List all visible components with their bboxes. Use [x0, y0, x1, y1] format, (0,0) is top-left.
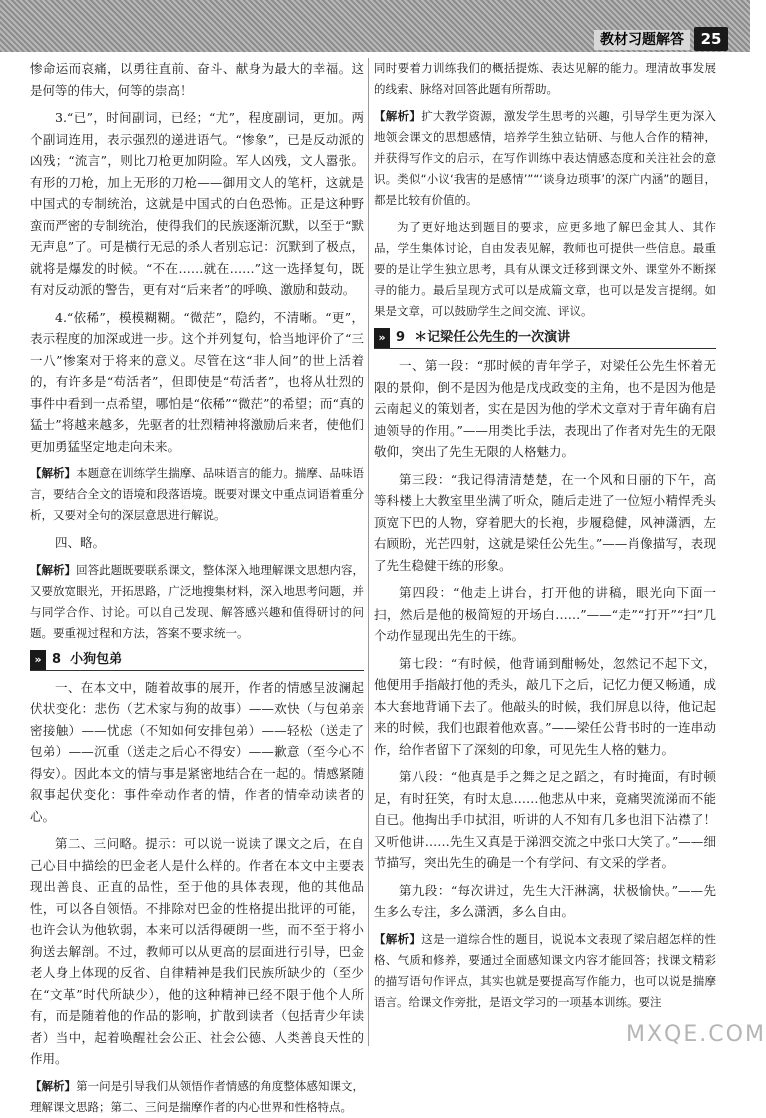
paragraph: 4.“依稀”，模模糊糊。“微茫”，隐约，不清晰。“更”，表示程度的加深或进一步。这个并列复句，恰当地评价了“三一八”惨案对于将来的意义。尽管在这“非人间”的世上活着的，有许多是“苟活者”，但即使是“苟活者”，也将从壮烈的事件中看到一点希望，哪怕是“依稀”“微茫”的希望；而“真的猛士”将越来越多，先驱者的壮烈精神将激励后来者，使他们更加勇猛坚定地走向未来。: [30, 309, 364, 454]
paragraph: 第二、三问略。提示：可以说一说读了课文之后，在自己心目中描绘的巴金老人是什么样的。作者在本文中主要表现出善良、正直的品性，至于他的具体表现，他的其他品性，可以各自领悟。不排除对巴金的性格提出批评的可能，也许会认为他软弱，本来可以活得硬朗一些，而不至于将小狗送去解剖。不过，教师可以从更高的层面进行引导，巴金老人身上体现的反省、自律精神是我们民族所缺少的（至少在“文革”时代所缺少），他的这种精神已经不限于他个人所有，而是随着他的作品的影响，扩散到读者（包括青少年读者）当中，起着唤醒社会公正、社会公德、人类善良天性的作用。: [30, 836, 364, 1066]
analysis-block: [374, 106, 716, 211]
paragraph: 四、略。: [55, 535, 106, 550]
analysis-tag: 【解析】: [30, 1078, 77, 1093]
analysis-block: [30, 560, 364, 644]
paragraph: 第四段：“他走上讲台，打开他的讲稿，眼光向下面一扫，然后是他的极简短的开场白……”——“走”“打开”“扫”几个动作显现出先生的干练。: [374, 585, 716, 643]
section-heading-8: [30, 650, 364, 671]
section-title: 小狗包弟: [70, 651, 123, 667]
double-chevron-icon: »: [30, 650, 46, 670]
paragraph: 一、第一段：“那时候的青年学子，对梁任公先生怀着无限的景仰，倒不是因为他是戊戌政变的主角，也不是因为他是云南起义的策划者，实在是因为他的学术文章对于青年确有启迪领导的作用。”——用类比手法，表现出了作者对先生的无限敬仰，突出了先生无限的人格魅力。: [374, 358, 716, 459]
analysis-block: [30, 1076, 364, 1118]
right-column: [374, 58, 716, 1056]
left-column: [30, 58, 365, 1114]
paragraph: 一、在本文中，随着故事的展开，作者的情感呈波澜起伏状变化：悲伤（艺术家与狗的故事）——欢快（与包弟亲密接触）——忧虑（不知如何安排包弟）——轻松（送走了包弟）——沉重（送走之后心不得安）——歉意（至今心不得安）。因此本文的情与事是紧密地结合在一起的。情感紧随叙事起伏变化：事件牵动作者的情，作者的情牵动读者的心。: [30, 679, 364, 824]
header-title: 教材习题解答: [594, 30, 690, 50]
paragraph: 第七段：“有时候，他背诵到酣畅处，忽然记不起下文，他便用手指敲打他的秃头，敲几下之后，记忆力便又畅通，成本大套地背诵下去了。他敲头的时候，我们屏息以待，他记起来的时候，我们也跟着他欢喜。”——梁任公背书时的一连串动作，给作者留下了深刻的印象，可见先生人格的魅力。: [374, 655, 716, 757]
double-chevron-icon: »: [374, 328, 390, 348]
analysis-text: 回答此题既要联系课文，整体深入地理解课文思想内容，又要放宽眼光，开拓思路，广泛地搜集材料，深入地思考问题，并与同学合作、讨论。可以自己发现、解答感兴趣和值得研讨的问题。要重视过程和方法，答案不要求统一。: [30, 562, 365, 640]
analysis-text: 扩大教学资源，激发学生思考的兴趣，引导学生更为深入地领会课文的思想感情，培养学生独立钻研、与他人合作的精神，并获得写作文的启示，在写作训练中表达情感态度和关注社会的意识。类似“小议‘我害的是感情’”“‘谈身边琐事’的深广内涵”的题目，都是比较有价值的。: [374, 109, 717, 207]
analysis-tag: 【解析】: [374, 931, 422, 946]
analysis-text: 第一问是引导我们从领悟作者情感的角度整体感知课文，理解课文思路；第二、三问是揣摩作者的内心世界和性格特点。: [30, 1078, 365, 1114]
page-header: [0, 0, 750, 52]
analysis-tag: 【解析】: [30, 466, 77, 480]
analysis-text: 本题意在训练学生揣摩、品味语言的能力。揣摩、品味语言，要结合全文的语境和段落语境。既要对课文中重点词语着重分析，又要对全句的深层意思进行解说。: [30, 466, 365, 522]
analysis-text: 这是一道综合性的题目，说说本文表现了梁启超怎样的性格、气质和修养，要通过全面感知课文内容才能回答；找课文精彩的描写语句作评点，其实也就是要提高写作能力，也可以说是揣摩语言。给课文作旁批，是语文学习的一项基本训练。要注: [374, 931, 717, 1009]
section-number: 9: [396, 330, 406, 345]
analysis-block: [30, 463, 364, 526]
paragraph: 3.“已”，时间副词，已经；“尤”，程度副词，更加。两个副词连用，表示强烈的递进语气。“惨象”，已是反动派的凶残；“流言”，则比刀枪更加阴险。军人凶残，文人嚣张。有形的刀枪，加上无形的刀枪——御用文人的笔杆，这就是中国式的专制统治，这就是中国式的白色恐怖。正是这种野蛮而严密的专制统治，使得我们的民族逐渐沉默，以至于“默无声息”了。可是横行无忌的杀人者别忘记：沉默到了极点，就将是爆发的时候。“不在……就在……”这一选择复句，既有对反动派的警告，更有对“后来者”的呼唤、激励和鼓动。: [30, 110, 364, 297]
column-divider: [368, 58, 369, 1046]
section-title: ＊记梁任公先生的一次演讲: [414, 330, 571, 345]
paragraph: 惨命运而哀痛，以勇往直前、奋斗、献身为最大的幸福。这是何等的伟大，何等的崇高！: [30, 61, 364, 98]
analysis-continuation: 同时要着力训练我们的概括提炼、表达见解的能力。理清故事发展的线索、脉络对回答此题有所帮助。: [374, 61, 716, 96]
section-number: 8: [52, 651, 62, 667]
analysis-tag: 【解析】: [374, 109, 422, 123]
paragraph: 为了更好地达到题目的要求，应更多地了解巴金其人、其作品，学生集体讨论，自由发表见解，教师也可提供一些信息。最重要的是让学生独立思考，具有从课文迁移到课文外、课堂外不断探寻的能力。最后呈现方式可以是成篇文章，也可以是发言提纲。如果是文章，可以鼓励学生之间交流、评议。: [374, 220, 716, 318]
analysis-tag: 【解析】: [30, 562, 77, 577]
paragraph: 第三段：“我记得清清楚楚，在一个风和日丽的下午，高等科楼上大教室里坐满了听众，随后走进了一位短小精悍秃头顶宽下巴的人物，穿着肥大的长袍，步履稳健，风神潇洒，左右顾盼，光芒四射，这就是梁任公先生。”——肖像描写，表现了先生稳健干练的形象。: [374, 471, 716, 573]
paragraph: 第八段：“他真是手之舞之足之蹈之，有时掩面，有时顿足，有时狂笑，有时太息……他悲从中来，竟痛哭流涕而不能自已。他掏出手巾拭泪，听讲的人不知有几多也泪下沾襟了！又听他讲……先生又真是于涕泗交流之中张口大笑了。”——细节描写，突出先生的确是一个有学问、有文采的学者。: [374, 769, 716, 870]
section-heading-9: [374, 328, 716, 349]
analysis-block: [374, 929, 716, 1013]
watermark: MXQE.COM: [626, 1022, 766, 1047]
paragraph: 第九段：“每次讲过，先生大汗淋漓，状极愉快。”——先生多么专注，多么潇洒，多么自由。: [374, 882, 716, 919]
page-number: 25: [694, 27, 728, 51]
